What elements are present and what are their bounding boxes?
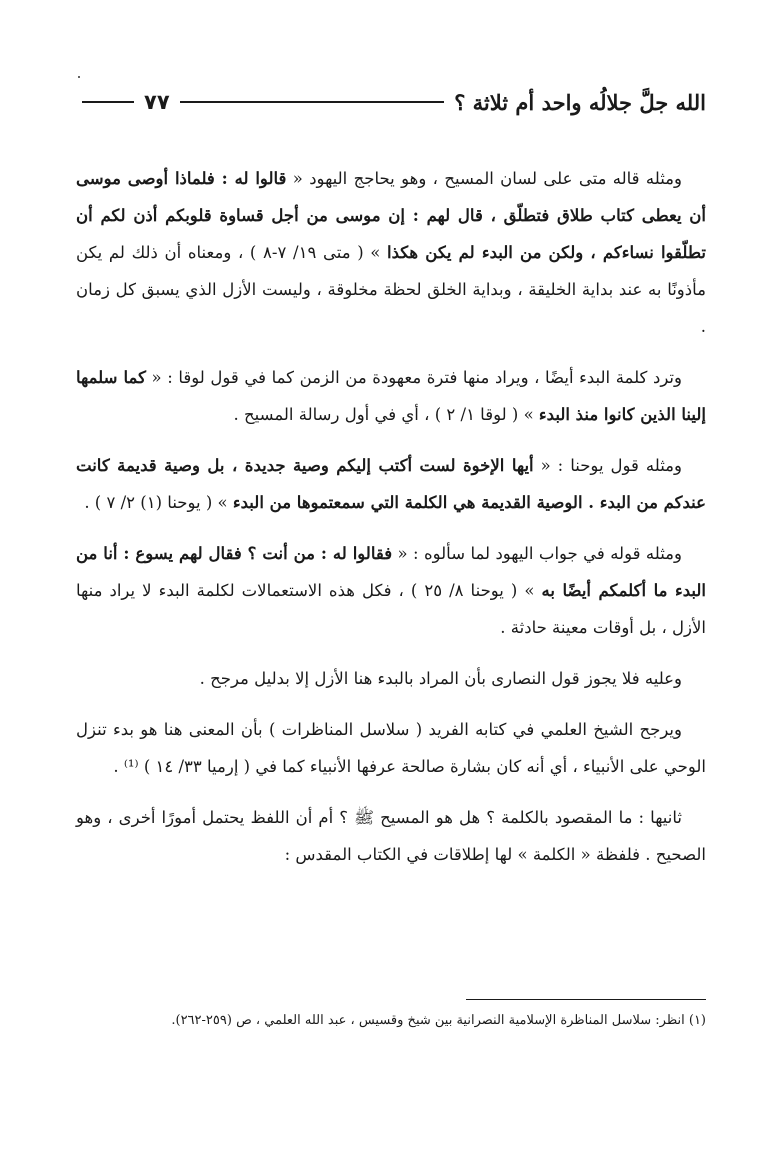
header-rule-end	[82, 101, 134, 103]
header-title: الله جلَّ جلالُه واحد أم ثلاثة ؟	[454, 89, 706, 115]
quoted-scripture: قالوا له : فلماذا أوصى موسى أن يعطى كتاب طلاق فتطلّق ، قال لهم : إن موسى من أجل قساوة قلوبكم أذن لكم أن تطلّقوا نساءكم ، ولكن من البدء لم يكن هكذا	[76, 169, 706, 262]
paragraph	[76, 359, 706, 433]
text-run: » ( يوحنا (١) ٢/ ٧ ) .	[84, 493, 233, 512]
text-run: وترد كلمة البدء أيضًا ، ويراد منها فترة معهودة من الزمن كما في قول لوقا : «	[145, 368, 682, 387]
footnote: (١) انظر: سلاسل المناظرة الإسلامية النصرانية بين شيخ وقسيس ، عبد الله العلمي ، ص (٢٥٩-٢٦٢).	[171, 1013, 706, 1028]
paragraph	[76, 447, 706, 521]
paragraph	[76, 711, 706, 785]
page-number: ٧٧	[144, 90, 170, 114]
scan-speck	[78, 76, 80, 78]
paragraph	[76, 535, 706, 646]
paragraph	[76, 799, 706, 873]
body-text	[76, 160, 706, 887]
quoted-scripture: فقالوا له : من أنت ؟ فقال لهم يسوع : أنا من البدء ما أكلمكم أيضًا به	[76, 544, 706, 600]
paragraph	[76, 160, 706, 345]
text-run: » ( يوحنا ٨/ ٢٥ ) ، فكل هذه الاستعمالات لكلمة البدء لا يراد منها الأزل ، بل أوقات معينة حادثة .	[76, 581, 706, 637]
footnote-separator	[466, 999, 706, 1000]
text-run: » ( لوقا ١/ ٢ ) ، أي في أول رسالة المسيح .	[233, 405, 539, 424]
text-run: » ( متى ١٩/ ٧-٨ ) ، ومعناه أن ذلك لم يكن مأذونًا به عند بداية الخليقة ، وبداية الخلق لحظة مخلوقة ، وليست الأزل الذي يسبق كل زمان .	[76, 243, 706, 336]
text-run: ومثله قول يوحنا : «	[533, 456, 682, 475]
text-run: ويرجح الشيخ العلمي في كتابه الفريد ( سلاسل المناظرات ) بأن المعنى هنا هو بدء تنزل الوحي على الأنبياء ، أي أنه كان بشارة صالحة عرفها الأنبياء كما في ( إرميا ٣٣/ ١٤ ) ⁽¹⁾ .	[76, 720, 706, 776]
quoted-scripture: أيها الإخوة لست أكتب إليكم وصية جديدة ، بل وصية قديمة كانت عندكم من البدء . الوصية القديمة هي الكلمة التي سمعتموها من البدء	[76, 456, 706, 512]
paragraph	[76, 660, 706, 697]
text-run: ومثله قوله في جواب اليهود لما سألوه : «	[392, 544, 682, 563]
running-header	[82, 84, 706, 120]
header-rule	[180, 101, 445, 103]
text-run: ومثله قاله متى على لسان المسيح ، وهو يحاجج اليهود «	[286, 169, 682, 188]
text-run: ثانيها : ما المقصود بالكلمة ؟ هل هو المسيح ﷺ ؟ أم أن اللفظ يحتمل أمورًا أخرى ، وهو الصحيح . فلفظة « الكلمة » لها إطلاقات في الكتاب المقدس :	[76, 808, 706, 864]
text-run: وعليه فلا يجوز قول النصارى بأن المراد بالبدء هنا الأزل إلا بدليل مرجح .	[199, 669, 682, 688]
quoted-scripture: كما سلمها إلينا الذين كانوا منذ البدء	[76, 368, 706, 424]
